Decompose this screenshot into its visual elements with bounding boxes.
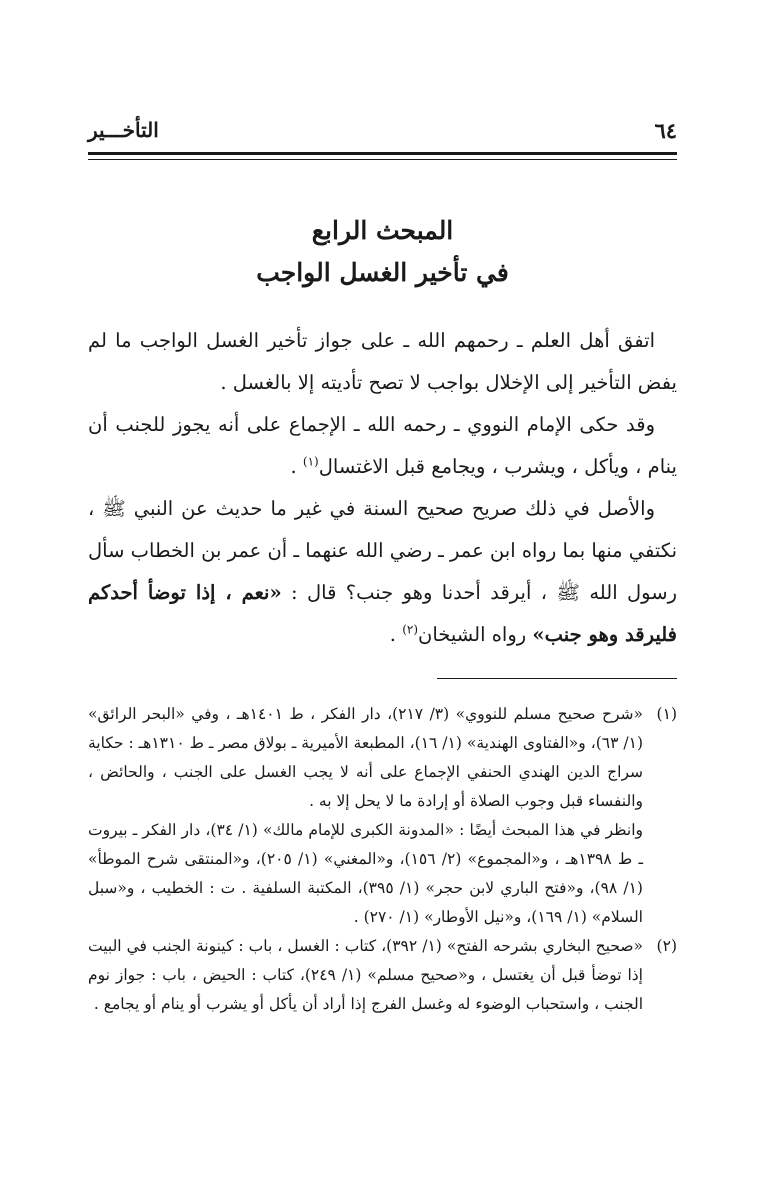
paragraph-3-end: . xyxy=(389,623,403,646)
paragraph-3-source: رواه الشيخان xyxy=(418,623,533,646)
section-heading xyxy=(88,210,677,294)
main-text xyxy=(88,320,677,656)
footnote-2 xyxy=(88,932,677,1019)
paragraph-3-text: والأصل في ذلك صريح صحيح السنة في غير ما حديث عن النبي ﷺ ، نكتفي منها بما رواه ابن عمر ـ رضي الله عنهما ـ أن عمر بن الخطاب سأل رسول الله ﷺ ، أيرقد أحدنا وهو جنب؟ قال : xyxy=(88,497,677,604)
footnote-1-paragraph-1: «شرح صحيح مسلم للنووي» (٣/ ٢١٧)، دار الفكر ، ط ١٤٠١هـ ، وفي «البحر الرائق» (١/ ٦٣)، و«الفتاوى الهندية» (١/ ١٦)، المطبعة الأميرية ـ بولاق مصر ـ ط ١٣١٠هـ : حكاية سراج الدين الهندي الحنفي الإجماع على أنه لا يجب الغسل على الجنب ، والحائض ، والنفساء قبل وجوب الصلاة أو إرادة ما لا يحل إلا به . xyxy=(88,705,644,810)
footnotes xyxy=(88,700,677,1019)
running-head xyxy=(88,118,677,148)
paragraph-2-text: وقد حكى الإمام النووي ـ رحمه الله ـ الإجماع على أنه يجوز للجنب أن ينام ، ويأكل ، ويشرب ، ويجامع قبل الاغتسال xyxy=(88,413,677,478)
footnote-1-number: (١) xyxy=(656,705,677,723)
section-title-line-1: المبحث الرابع xyxy=(311,216,454,245)
paragraph-2-end: . xyxy=(290,455,303,478)
paragraph-3 xyxy=(88,488,677,656)
footnote-reference-1[interactable]: (١) xyxy=(302,454,319,469)
footnote-1 xyxy=(88,700,677,932)
paragraph-2 xyxy=(88,404,677,488)
footnote-2-number: (٢) xyxy=(656,937,677,955)
page-number: ٦٤ xyxy=(654,118,677,143)
header-double-rule xyxy=(88,152,677,160)
paragraph-1: اتفق أهل العلم ـ رحمهم الله ـ على جواز تأخير الغسل الواجب ما لم يفض التأخير إلى الإخلال بواجب لا تصح تأديته إلا بالغسل . xyxy=(88,329,677,394)
footnote-2-paragraph-1: «صحيح البخاري بشرحه الفتح» (١/ ٣٩٢)، كتاب : الغسل ، باب : كينونة الجنب في البيت إذا توضأ قبل أن يغتسل ، و«صحيح مسلم» (١/ ٢٤٩)، كتاب : الحيض ، باب : جواز نوم الجنب ، واستحباب الوضوء له وغسل الفرج إذا أراد أن يأكل أو يشرب أو ينام أو يجامع . xyxy=(88,937,643,1013)
section-title-line-2: في تأخير الغسل الواجب xyxy=(256,258,509,287)
running-title: التأخـــير xyxy=(88,118,159,142)
footnote-separator xyxy=(437,678,677,679)
footnote-reference-2[interactable]: (٢) xyxy=(402,622,419,637)
footnote-1-paragraph-2: وانظر في هذا المبحث أيضًا : «المدونة الكبرى للإمام مالك» (١/ ٣٤)، دار الفكر ـ بيروت ـ ط ١٣٩٨هـ ، و«المجموع» (٢/ ١٥٦)، و«المغني» (١/ ٢٠٥)، و«المنتقى شرح الموطأ» (١/ ٩٨)، و«فتح الباري لابن حجر» (١/ ٣٩٥)، المكتبة السلفية . ت : الخطيب ، و«سبل السلام» (١/ ١٦٩)، و«نيل الأوطار» (١/ ٢٧٠) . xyxy=(88,821,644,926)
hadith-quote: «نعم ، إذا توضأ أحدكم فليرقد وهو جنب» xyxy=(88,581,677,646)
